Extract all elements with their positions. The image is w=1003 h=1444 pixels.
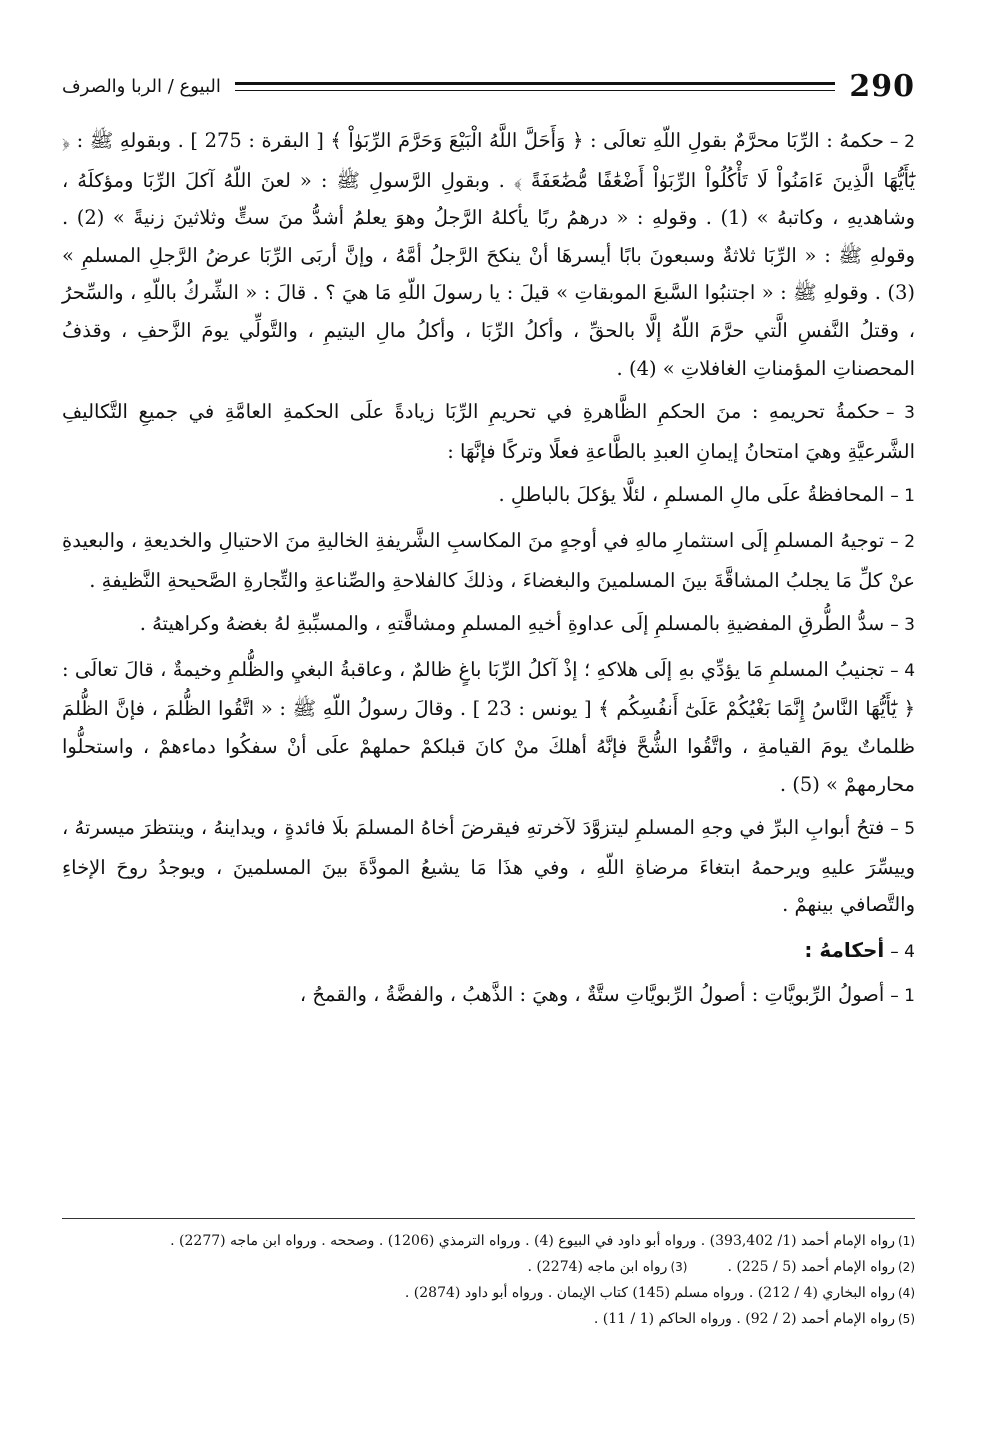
- footnote-text: رواه البخاري (4 / 212) . ورواه مسلم (145) كتاب الإيمان . ورواه أبو داود (2874) .: [404, 1285, 895, 1301]
- footnote: [62, 1306, 915, 1332]
- section-number: 4 –: [890, 941, 915, 962]
- paragraph-text: حكمةُ تحريمهِ : منَ الحكمِ الظَّاهرةِ في تحريمِ الرِّبَا زيادةً علَى الحكمةِ العامَّةِ في جميعِ التَّكاليفِ الشَّرعيَّةِ وهيَ امتحانُ إيمانِ العبدِ بالطَّاعةِ فعلًا وتركًا فإنَّهَا :: [62, 400, 915, 463]
- list-item-number: 3 –: [890, 615, 915, 636]
- paragraph-text: حكمهُ : الرِّبَا محرَّمٌ بقولِ اللّهِ تعالَى : ﴿ وَأَحَلَّ اللَّهُ الْبَيْعَ وَحَرَّمَ الرِّبَوٰاْ ﴾ [ البقرة : 275 ] . وبقولهِ ﷺ : ﴿ يَٰٓأَيُّهَا الَّذِينَ ءَامَنُواْ لَا تَأْكُلُواْ الرِّبَوٰاْ أَضْعَٰفًا مُّضَٰعَفَةً ﴾ . وبقولِ الرَّسولِ ﷺ : « لعنَ اللّهُ آكلَ الرِّبَا ومؤكلَهُ ، وشاهديهِ ، وكاتبهُ » (1) . وقولهِ : « درهمُ ربًا يأكلهُ الرَّجلُ وهوَ يعلمُ أشدُّ منَ ستٍّ وثلاثينَ زنيةً » (2) . وقولهِ ﷺ : « الرِّبَا ثلاثةٌ وسبعونَ بابًا أيسرهَا أنْ ينكحَ الرَّجلُ أمَّهُ ، وإنَّ أربَى الرِّبَا عرضُ الرَّجلِ المسلمِ » (3) . وقولهِ ﷺ : « اجتنبُوا السَّبعَ الموبقاتِ » قيلَ : يا رسولَ اللّهِ مَا هيَ ؟ . قالَ : « الشِّركُ باللّهِ ، والسِّحرُ ، وقتلُ النَّفسِ الَّتي حرَّمَ اللّهُ إلَّا بالحقِّ ، وأكلُ الرِّبَا ، وأكلُ مالِ اليتيمِ ، والتَّولِّي يومَ الزَّحفِ ، وقذفُ المحصناتِ المؤمناتِ الغافلاتِ » (4) .: [62, 129, 916, 380]
- main-text: [62, 122, 915, 1015]
- paragraph-number: 2 –: [889, 132, 915, 152]
- running-title: البيوع / الربا والصرف: [62, 75, 221, 97]
- footnotes: [62, 1228, 915, 1332]
- footnote-text: رواه ابن ماجه (2274) .: [527, 1259, 668, 1275]
- list-item: [62, 809, 915, 924]
- footnote-number: (2): [897, 1260, 915, 1274]
- list-item-text: سدُّ الطُّرقِ المفضيةِ بالمسلمِ إلَى عداوةِ أخيهِ المسلمِ ومشاقَّتهِ ، والمسبِّبةِ لهُ بغضهُ وكراهيتهُ .: [139, 612, 885, 636]
- list-item: [62, 651, 915, 803]
- list-item-number: 2 –: [890, 531, 916, 552]
- section-title: أحكامهُ :: [804, 937, 885, 962]
- list-item: [62, 605, 915, 645]
- footnote-text: رواه الإمام أحمد (2 / 92) . ورواه الحاكم (1 / 11) .: [593, 1311, 895, 1327]
- list-item-number: 5 –: [890, 819, 916, 840]
- footnote-number: (3): [670, 1260, 688, 1274]
- book-page: [62, 64, 915, 1404]
- footnote: [62, 1280, 915, 1306]
- page-header: [62, 64, 915, 108]
- footnote-number: (1): [897, 1234, 915, 1248]
- list-item-text: توجيهُ المسلمِ إلَى استثمارِ مالهِ في أوجهٍ منَ المكاسبِ الشَّريفةِ الخاليةِ منَ الاحتيالِ والخديعةِ ، والبعيدةِ عنْ كلِّ مَا يجلبُ المشاقَّةَ بينَ المسلمينَ والبغضاءَ ، وذلكَ كالفلاحةِ والصِّناعةِ والتِّجارةِ الصَّحيحةِ النَّظيفةِ .: [62, 528, 915, 592]
- paragraph-number: 3 –: [885, 403, 915, 424]
- paragraph-ruling: [62, 122, 915, 387]
- paragraph-wisdom: [62, 393, 915, 470]
- list-item-number: 4 –: [890, 660, 916, 681]
- list-item-number: 1 –: [890, 985, 915, 1006]
- footnote-text: رواه الإمام أحمد (1/ 393,402) . ورواه أبو داود في البيوع (4) . ورواه الترمذي (1206) . وصححه . ورواه ابن ماجه (2277) .: [170, 1233, 895, 1249]
- page-number: 290: [849, 68, 915, 104]
- list-item: [62, 476, 915, 516]
- footnote-number: (4): [897, 1286, 915, 1300]
- list-item-text: فتحُ أبوابِ البرِّ في وجهِ المسلمِ ليتزوَّدَ لآخرتهِ فيقرضَ أخاهُ المسلمَ بلَا فائدةٍ ، ويداينهُ ، وينتظرَ ميسرتهُ ، وييسِّرَ عليهِ ويرحمهُ ابتغاءَ مرضاةِ اللّهِ ، وفي هذَا مَا يشيعُ المودَّةَ بينَ المسلمينَ ، ويوجدُ روحَ الإخاءِ والتَّصافي بينهمْ .: [62, 816, 915, 917]
- footnote: [62, 1228, 915, 1254]
- section-heading: [62, 930, 915, 972]
- list-item-number: 1 –: [890, 486, 915, 507]
- footnote-divider: [62, 1218, 915, 1219]
- footnote-row: [62, 1254, 915, 1280]
- header-rule: [235, 82, 835, 91]
- footnote-number: (5): [897, 1312, 915, 1326]
- list-item: [62, 522, 915, 599]
- footnote-text: رواه الإمام أحمد (5 / 225) .: [727, 1259, 895, 1275]
- list-item: [62, 976, 915, 1016]
- list-item-text: المحافظةُ علَى مالِ المسلمِ ، لئلَّا يؤكلَ بالباطلِ .: [498, 483, 885, 507]
- list-item-text: تجنيبُ المسلمِ مَا يؤدِّي بهِ إلَى هلاكهِ ؛ إذْ آكلُ الرِّبَا باغٍ ظالمٌ ، وعاقبةُ البغيِ والظُّلمِ وخيمةٌ ، قالَ تعالَى : ﴿ يَٰٓأَيُّهَا النَّاسُ إِنَّمَا بَغْيُكُمْ عَلَىٰٓ أَنفُسِكُم ﴾ [ يونس : 23 ] . وقالَ رسولُ اللّهِ ﷺ : « اتَّقُوا الظُّلمَ ، فإنَّ الظُّلمَ ظلماتٌ يومَ القيامةِ ، واتَّقُوا الشُّحَّ فإنَّهُ أهلكَ منْ كانَ قبلكمْ حملهمْ علَى أنْ سفكُوا دماءهمْ ، واستحلُّوا محارمهمْ » (5) .: [62, 657, 916, 796]
- list-item-text: أصولُ الرِّبويَّاتِ : أصولُ الرِّبويَّاتِ ستَّةٌ ، وهيَ : الذَّهبُ ، والفضَّةُ ، والقمحُ ،: [299, 982, 885, 1006]
